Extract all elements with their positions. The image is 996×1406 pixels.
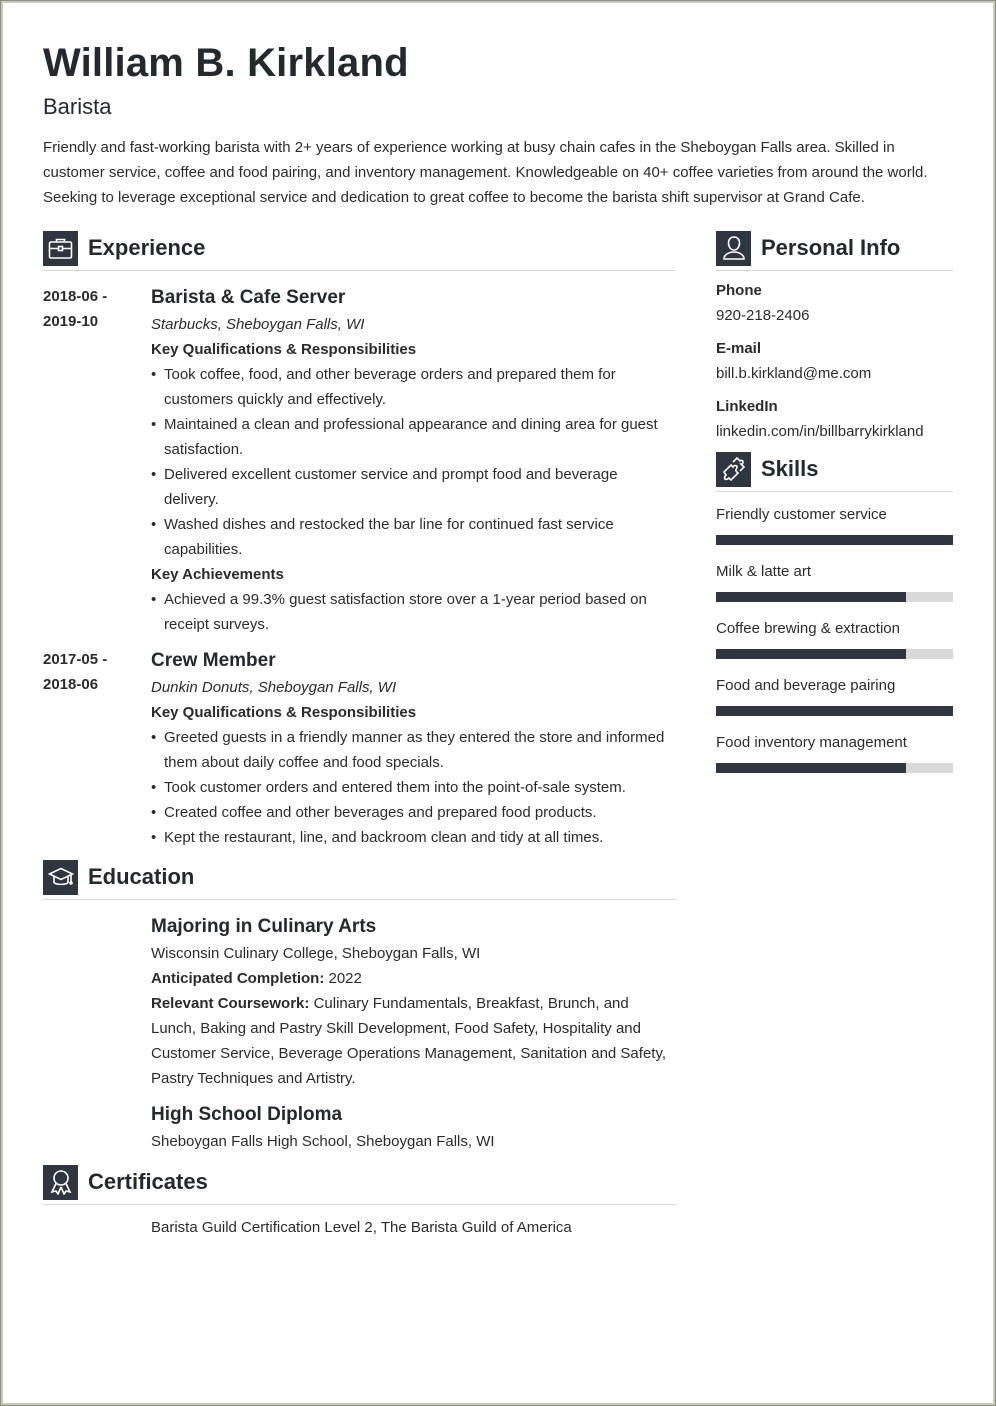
education-dates [43, 1101, 151, 1154]
education-body [151, 1101, 676, 1154]
education-entry [43, 1101, 676, 1154]
job-role: Crew Member [151, 650, 276, 671]
job-entry [43, 647, 676, 850]
skill-level-bar [716, 763, 953, 773]
job-date-end: 2019-10 [43, 313, 99, 330]
education-body [151, 913, 676, 1091]
list-item: • Achieved a 99.3% guest satisfaction store over a 1-year period based on receipt surveys. [151, 587, 676, 637]
certificate-body [151, 1215, 676, 1240]
resume-page [43, 38, 955, 1236]
skill-name: Friendly customer service [716, 506, 887, 523]
job-company: Starbucks, Sheboygan Falls, WI [151, 316, 365, 333]
skill-item [716, 559, 953, 602]
school-name: Wisconsin Culinary College, Sheboygan Falls, WI [151, 945, 481, 962]
personal-info-title: Personal Info [761, 235, 901, 260]
skill-level-bar [716, 592, 953, 602]
summary-paragraph: Friendly and fast-working barista with 2+ years of experience working at busy chain cafes in the Sheboygan Falls area. Skilled in customer service, coffee and food pairing, and inventory management. Knowledgeable on 40+ coffee varieties from around the world. Seeking to leverage exceptional service and dedication to great coffee to become the barista shift supervisor at Grand Cafe. [43, 139, 928, 206]
skill-level-fill [716, 649, 906, 659]
job-date-start: 2018-06 - [43, 288, 108, 305]
education-entry [43, 913, 676, 1091]
candidate-title: Barista [43, 94, 112, 119]
certificate-dates [43, 1215, 151, 1240]
skill-item [716, 616, 953, 659]
linkedin-value: linkedin.com/in/billbarrykirkland [716, 423, 924, 440]
skills-header [716, 452, 953, 492]
list-item: • Maintained a clean and professional appearance and dining area for guest satisfaction. [151, 412, 676, 462]
completion-value: 2022 [328, 970, 362, 987]
job-body [151, 284, 676, 637]
achievements-heading: Key Achievements [151, 566, 284, 583]
skill-level-bar [716, 649, 953, 659]
skill-level-fill [716, 706, 953, 716]
list-item: • Created coffee and other beverages and prepared food products. [151, 800, 676, 825]
email-value: bill.b.kirkland@me.com [716, 365, 872, 382]
education-header [43, 860, 676, 900]
graduation-cap-icon [43, 860, 78, 895]
coursework-label: Relevant Coursework: [151, 995, 310, 1012]
school-name: Sheboygan Falls High School, Sheboygan Falls, WI [151, 1133, 495, 1150]
job-dates [43, 647, 151, 850]
email-label: E-mail [716, 340, 762, 357]
certificate-entry [43, 1215, 676, 1240]
completion-label: Anticipated Completion: [151, 970, 325, 987]
right-column [716, 231, 953, 787]
certificates-title: Certificates [88, 1169, 208, 1194]
person-icon [716, 231, 751, 266]
briefcase-icon [43, 231, 78, 266]
coursework-line [151, 991, 676, 1091]
certificate-name: Barista Guild Certification Level 2, The Barista Guild of America [151, 1219, 572, 1236]
achievements-list [151, 587, 676, 637]
skill-item [716, 502, 953, 545]
job-body [151, 647, 676, 850]
responsibilities-list [151, 362, 676, 562]
degree-title: Majoring in Culinary Arts [151, 916, 377, 937]
list-item: • Delivered excellent customer service and prompt food and beverage delivery. [151, 462, 676, 512]
responsibilities-list [151, 725, 676, 850]
skill-level-bar [716, 535, 953, 545]
list-item: • Took customer orders and entered them into the point-of-sale system. [151, 775, 676, 800]
skills-list [716, 502, 953, 773]
experience-title: Experience [88, 235, 206, 260]
list-item: • Washed dishes and restocked the bar line for continued fast service capabilities. [151, 512, 676, 562]
linkedin-label: LinkedIn [716, 398, 778, 415]
skill-name: Food inventory management [716, 734, 907, 751]
skill-name: Coffee brewing & extraction [716, 620, 900, 637]
education-dates [43, 913, 151, 1091]
coursework-value: Culinary Fundamentals, Breakfast, Brunch, and Lunch, Baking and Pastry Skill Development, Food Safety, Hospitality and Customer Service, Beverage Operations Management, Sanitation and Safety, Pastry Techniques and Artistry. [151, 995, 667, 1087]
list-item: • Took coffee, food, and other beverage orders and prepared them for customers quickly and effectively. [151, 362, 676, 412]
education-title: Education [88, 864, 195, 889]
candidate-name: William B. Kirkland [43, 41, 409, 85]
left-column [43, 231, 676, 1240]
puzzle-piece-icon [716, 452, 751, 487]
certificates-header [43, 1165, 676, 1205]
job-entry [43, 284, 676, 637]
responsibilities-heading: Key Qualifications & Responsibilities [151, 704, 417, 721]
list-item: • Kept the restaurant, line, and backroom clean and tidy at all times. [151, 825, 676, 850]
personal-info-fields [716, 278, 953, 444]
personal-info-header [716, 231, 953, 271]
skill-level-fill [716, 592, 906, 602]
job-dates [43, 284, 151, 637]
award-ribbon-icon [43, 1165, 78, 1200]
job-date-end: 2018-06 [43, 676, 99, 693]
skill-level-fill [716, 763, 906, 773]
phone-value: 920-218-2406 [716, 307, 810, 324]
degree-title: High School Diploma [151, 1104, 343, 1125]
skill-item [716, 673, 953, 716]
skill-name: Food and beverage pairing [716, 677, 896, 694]
job-company: Dunkin Donuts, Sheboygan Falls, WI [151, 679, 397, 696]
skill-level-fill [716, 535, 953, 545]
skills-title: Skills [761, 456, 819, 481]
phone-label: Phone [716, 282, 762, 299]
skill-level-bar [716, 706, 953, 716]
skill-name: Milk & latte art [716, 563, 812, 580]
responsibilities-heading: Key Qualifications & Responsibilities [151, 341, 417, 358]
skill-item [716, 730, 953, 773]
list-item: • Greeted guests in a friendly manner as they entered the store and informed them about daily coffee and food specials. [151, 725, 676, 775]
job-role: Barista & Cafe Server [151, 287, 346, 308]
experience-header [43, 231, 676, 271]
completion-line [151, 966, 676, 991]
job-date-start: 2017-05 - [43, 651, 108, 668]
